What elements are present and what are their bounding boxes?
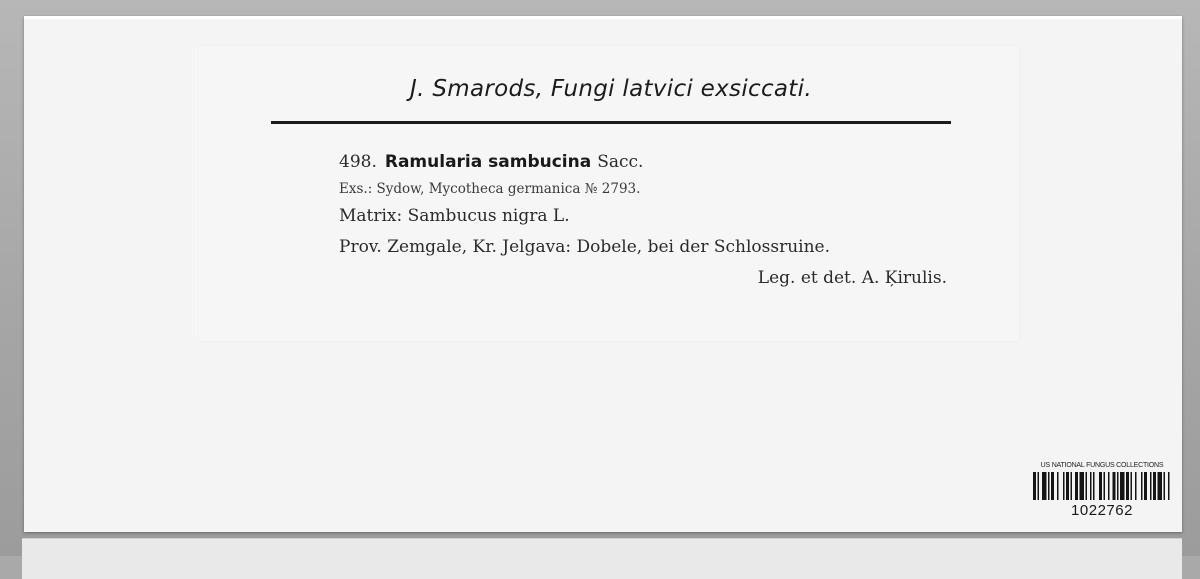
- barcode-icon: [1033, 472, 1171, 500]
- exsiccata-label: [199, 46, 1019, 341]
- specimen-card: [24, 16, 1182, 532]
- barcode-number: 1022762: [1071, 502, 1133, 519]
- species-name: Ramularia sambucina: [384, 152, 592, 172]
- header-rule: [271, 121, 951, 124]
- exsiccata-number: 498.: [339, 152, 377, 172]
- species-author: Sacc.: [597, 152, 644, 172]
- collector-line: Leg. et det. A. Ķirulis.: [757, 268, 947, 288]
- label-header: J. Smarods, Fungi latvici exsiccati.: [410, 76, 812, 102]
- barcode-label: [1027, 462, 1177, 519]
- card-top-edge: [24, 16, 1182, 19]
- exsiccata-reference: Exs.: Sydow, Mycotheca germanica № 2793.: [339, 181, 641, 197]
- matrix-line: Matrix: Sambucus nigra L.: [339, 206, 570, 226]
- locality-line: Prov. Zemgale, Kr. Jelgava: Dobele, bei der Schlossruine.: [339, 237, 831, 257]
- barcode-organization: US NATIONAL FUNGUS COLLECTIONS: [1040, 462, 1164, 469]
- species-line: [339, 152, 643, 172]
- underlying-sheet-edge: [22, 538, 1182, 579]
